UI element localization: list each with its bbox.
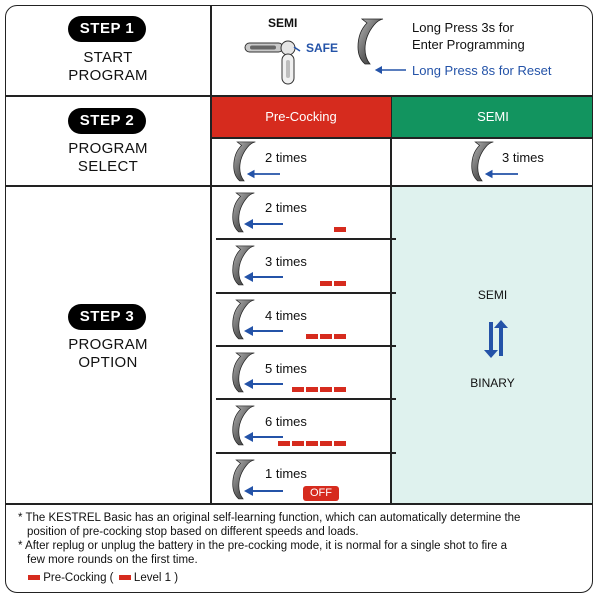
option-times: 3 times — [265, 254, 307, 269]
level-indicator — [211, 400, 390, 452]
step1-title-line2: PROGRAM — [68, 67, 148, 84]
divider-step3 — [6, 503, 593, 505]
level-dash — [320, 334, 332, 339]
level-dash — [334, 281, 346, 286]
note-line: position of pre-cocking stop based on different speeds and loads. — [27, 526, 359, 538]
precocking-times: 2 times — [265, 150, 307, 165]
level-dash — [320, 281, 332, 286]
press-arrow-icon — [484, 168, 518, 180]
level-dash — [306, 334, 318, 339]
step3-title-line2: OPTION — [78, 354, 138, 371]
option-times: 4 times — [265, 308, 307, 323]
step3-title-line1: PROGRAM — [68, 336, 148, 353]
instruction-card — [5, 5, 593, 593]
step2-title-line1: PROGRAM — [68, 140, 148, 157]
note-battery — [18, 539, 593, 567]
trigger-icon — [356, 16, 386, 66]
level-dash — [334, 227, 346, 232]
off-badge: OFF — [303, 486, 339, 501]
note-line: * The KESTREL Basic has an original self-learning function, which can automatically determine the — [18, 512, 521, 524]
press-arrow-icon — [246, 168, 280, 180]
step3-pill: STEP 3 — [68, 304, 146, 330]
legend-precocking: Pre-Cocking ( — [43, 572, 114, 584]
note-line: few more rounds on the first time. — [27, 554, 198, 566]
level-indicator — [211, 187, 390, 238]
level-dash — [334, 387, 346, 392]
level-dash — [306, 387, 318, 392]
legend — [28, 572, 178, 584]
option-times: 6 times — [265, 414, 307, 429]
option-times: 2 times — [265, 200, 307, 215]
long-press-8s-text: Long Press 8s for Reset — [412, 63, 552, 78]
option-row[interactable] — [211, 400, 390, 452]
level-dash — [292, 441, 304, 446]
level-indicator — [211, 347, 390, 398]
step2-title — [6, 140, 210, 176]
level-dash — [278, 441, 290, 446]
step1-title — [6, 49, 210, 85]
level-dash — [292, 387, 304, 392]
option-row[interactable] — [211, 187, 390, 238]
press-arrow-icon — [243, 485, 283, 497]
legend-level: Level 1 ) — [133, 572, 179, 584]
note-self-learning — [18, 511, 593, 539]
semi-header: SEMI — [392, 97, 594, 137]
note-line: * After replug or unplug the battery in the pre-cocking mode, it is normal for a single shot to fire a — [18, 540, 508, 552]
level-dash — [306, 441, 318, 446]
option-row[interactable] — [211, 240, 390, 292]
step3-title — [6, 336, 210, 372]
semi-label: SEMI — [268, 16, 298, 30]
level-indicator — [211, 240, 390, 292]
toggle-arrows-icon — [480, 318, 508, 360]
safe-label: SAFE — [306, 41, 339, 55]
option-row[interactable] — [211, 294, 390, 345]
long-press-3s-line1: Long Press 3s for — [412, 20, 514, 35]
long-press-3s-line2: Enter Programming — [412, 37, 525, 52]
step2-title-line2: SELECT — [77, 158, 139, 175]
press-arrow-icon — [374, 64, 406, 76]
semi-option-label: SEMI — [477, 288, 508, 302]
legend-swatch — [28, 575, 40, 580]
step1-title-line1: START — [83, 49, 133, 66]
step1-pill: STEP 1 — [68, 16, 146, 42]
step2-pill: STEP 2 — [68, 108, 146, 134]
option-times: 1 times — [265, 466, 307, 481]
level-dash — [334, 334, 346, 339]
precocking-header: Pre-Cocking — [212, 97, 391, 137]
semi-times: 3 times — [502, 150, 544, 165]
binary-option-label: BINARY — [470, 376, 515, 390]
option-times: 5 times — [265, 361, 307, 376]
level-dash — [320, 441, 332, 446]
level-indicator — [211, 294, 390, 345]
option-row[interactable] — [211, 454, 390, 503]
legend-swatch — [119, 575, 131, 580]
level-dash — [334, 441, 346, 446]
level-dash — [320, 387, 332, 392]
option-row[interactable] — [211, 347, 390, 398]
header-divider — [210, 137, 593, 139]
safety-selector-icon — [244, 34, 302, 86]
